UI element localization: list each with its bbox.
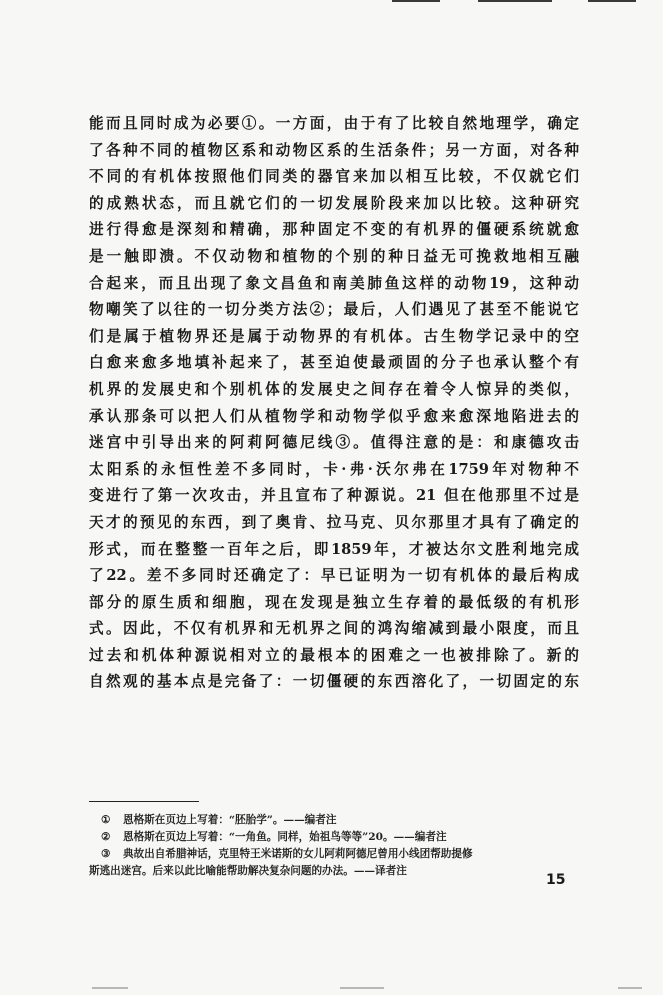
scan-smudge — [92, 987, 128, 989]
footnotes — [89, 812, 579, 880]
footnote-3 — [89, 846, 579, 863]
text-line: 天才的预见的东西，到了奥肯、拉马克、贝尔那里才具有了确定的 — [89, 513, 579, 531]
footnote-text: 恩格斯在页边上写着：“胚胎学”。——编者注 — [123, 814, 337, 826]
top-edge-mark — [588, 0, 636, 2]
text-line: 不同的有机体按照他们同类的器官来加以相互比较，不仅就它们 — [89, 168, 579, 186]
top-edge-mark — [392, 0, 440, 2]
footnote-2 — [89, 829, 579, 846]
footnote-text: 恩格斯在页边上写着：“一角鱼。同样，始祖鸟等等”20。——编者注 — [123, 831, 447, 843]
text-line: 能而且同时成为必要①。一方面，由于有了比较自然地理学，确定 — [89, 115, 579, 132]
text-line: 合起来，而且出现了象文昌鱼和南美肺鱼这样的动物19，这种动 — [89, 274, 579, 292]
footnote-1 — [89, 812, 579, 829]
footnote-marker: ① — [101, 814, 111, 826]
text-line: 了22。差不多同时还确定了：早已证明为一切有机体的最后构成 — [89, 567, 579, 585]
text-line: 进行得愈是深刻和精确，那种固定不变的有机界的僵硬系统就愈 — [89, 221, 579, 239]
footnote-3-continuation: 斯逃出迷宫。后来以此比喻能帮助解决复杂问题的办法。——译者注 — [89, 865, 407, 877]
page-number: 15 — [546, 872, 566, 888]
scan-smudge — [618, 987, 642, 989]
footnote-marker: ③ — [101, 848, 111, 860]
text-line: 过去和机体种源说相对立的最根本的困难之一也被排除了。新的 — [89, 646, 579, 664]
text-line: 承认那条可以把人们从植物学和动物学似乎愈来愈深地陷进去的 — [89, 407, 579, 425]
top-edge-mark — [478, 0, 552, 2]
text-line: 自然观的基本点是完备了：一切僵硬的东西溶化了，一切固定的东 — [89, 673, 579, 691]
text-line: 物嘲笑了以往的一切分类方法②；最后，人们遇见了甚至不能说它 — [89, 301, 579, 319]
text-line: 是一触即溃。不仅动物和植物的个别的种日益无可挽救地相互融 — [89, 247, 579, 265]
text-line: 们是属于植物界还是属于动物界的有机体。古生物学记录中的空 — [89, 327, 579, 345]
text-line: 部分的原生质和细胞，现在发现是独立生存着的最低级的有机形 — [89, 593, 579, 611]
footnote-text: 典故出自希腊神话，克里特王米诺斯的女儿阿莉阿德尼曾用小线团帮助提修 — [123, 848, 473, 860]
text-line: 了各种不同的植物区系和动物区系的生活条件；另一方面，对各种 — [89, 141, 579, 159]
text-line: 形式，而在整整一百年之后，即1859年，才被达尔文胜利地完成 — [89, 540, 579, 558]
text-line: 太阳系的永恒性差不多同时，卡·弗·沃尔弗在1759年对物种不 — [89, 460, 579, 478]
text-line: 白愈来愈多地填补起来了，甚至迫使最顽固的分子也承认整个有 — [89, 354, 579, 372]
footnote-divider — [89, 801, 199, 802]
text-line: 迷宫中引导出来的阿莉阿德尼线③。值得注意的是：和康德攻击 — [89, 434, 579, 452]
body-text — [89, 111, 579, 696]
text-line: 变进行了第一次攻击，并且宣布了种源说。21 但在他那里不过是 — [89, 487, 579, 505]
scan-smudge — [340, 987, 384, 989]
text-line: 的成熟状态，而且就它们的一切发展阶段来加以比较。这种研究 — [89, 194, 579, 212]
text-line: 式。因此，不仅有机界和无机界之间的鸿沟缩减到最小限度，而且 — [89, 620, 579, 638]
text-line: 机界的发展史和个别机体的发展史之间存在着令人惊异的类似， — [89, 380, 579, 398]
footnote-marker: ② — [101, 831, 111, 843]
